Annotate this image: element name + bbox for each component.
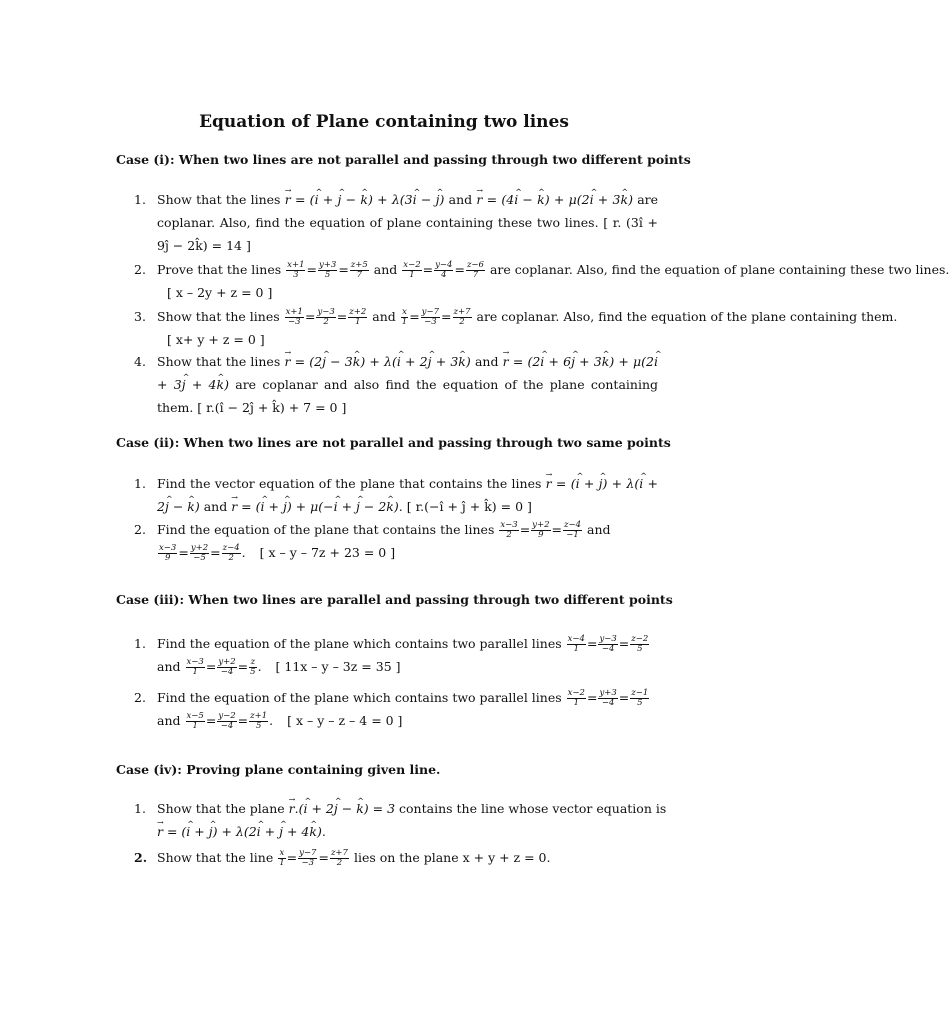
case-heading-2: Case (ii): When two lines are not parallel and passing through two same points	[116, 435, 671, 450]
math-expression: $\frac{x-4}{1}$ = $\frac{y-3}{-4}$ = $\frac{z-2}{5}$	[567, 634, 649, 654]
question-number: 1.	[134, 476, 146, 491]
math-expression: r → = (i ^ + j ^) + μ(−i ^ + j ^ − 2k ^).	[231, 499, 403, 514]
question-3-2	[134, 686, 658, 732]
math-expression: $\frac{x}{1}$ = $\frac{y-7}{-3}$ = $\frac{z+7}{2}$	[401, 307, 471, 327]
answer: [ 11x – y – 3z = 35 ]	[275, 659, 401, 674]
math-expression: $\frac{x-3}{2}$ = $\frac{y+2}{9}$ = $\frac{z-4}{-1}$	[500, 520, 582, 540]
case-heading-4: Case (iv): Proving plane containing given line.	[116, 762, 441, 777]
question-number: 2.	[134, 522, 146, 537]
question-body: Show that the lines r → = (2j ^ − 3k ^) + λ(i ^ + 2j ^ + 3k ^) and r → = (2i ^ + 6j ^ + 3k ^) + μ(2i ^ + 3j ^ + 4k ^) are coplanar and also find the equation of the plane containing them. [ r.(î − 2ĵ + k̂) + 7 = 0 ]	[157, 350, 658, 419]
question-body: Prove that the lines $\frac{x+1}{3}$ = $\frac{y+3}{5}$ = $\frac{z+5}{7}$ and $\frac{x-2}{1}$ = $\frac{y-4}{4}$ = $\frac{z-6}{7}$ are coplanar. Also, find the equation of plane containing these two lines. [ x – 2y + z = 0 ]	[157, 260, 949, 300]
math-expression: r → = (i ^ + j ^ − k ^) + λ(3i ^ − j ^)	[285, 192, 445, 207]
answer: [ x – 2y + z = 0 ]	[167, 285, 273, 300]
answer: [ r.(î − 2ĵ + k̂) + 7 = 0 ]	[197, 400, 347, 415]
question-number: 4.	[134, 354, 146, 369]
answer: [ x+ y + z = 0 ]	[167, 332, 265, 347]
math-expression: $\frac{x-3}{9}$ = $\frac{y+2}{-5}$ = $\frac{z-4}{2}$ .	[159, 543, 246, 563]
question-1-2	[134, 258, 949, 304]
question-4-1	[134, 797, 667, 843]
question-number: 2.	[134, 690, 146, 705]
case-heading-1: Case (i): When two lines are not parallel and passing through two different points	[116, 152, 691, 167]
question-1-3	[134, 305, 898, 351]
math-expression: r → = (4i ^ − k ^) + μ(2i ^ + 3k ^)	[476, 192, 633, 207]
math-expression: r →.(i ^ + 2j ^ − k ^) = 3	[289, 801, 395, 816]
question-number: 1.	[134, 192, 146, 207]
question-1-4	[134, 350, 658, 419]
math-expression: r → = (2i ^ + 6j ^ + 3k ^) + μ(2i ^ + 3j ^ + 4k ^)	[157, 354, 658, 392]
question-body: Find the equation of the plane which contains two parallel lines $\frac{x-2}{1}$ = $\frac{y+3}{-4}$ = $\frac{z-1}{5}$ and $\frac{x-5}{1}$ = $\frac{y-2}{-4}$ = $\frac{z+1}{5}$ . [ x – y – z – 4 = 0 ]	[157, 688, 649, 731]
case-heading-3: Case (iii): When two lines are parallel and passing through two different points	[116, 592, 673, 607]
math-expression: $\frac{x-2}{1}$ = $\frac{y+3}{-4}$ = $\frac{z-1}{5}$	[567, 688, 649, 708]
question-2-2	[134, 518, 658, 564]
question-body: Show that the line $\frac{x}{1}$ = $\frac{y-7}{-3}$ = $\frac{z+7}{2}$ lies on the plane x + y + z = 0.	[157, 848, 551, 868]
question-1-1	[134, 188, 658, 257]
page-title: Equation of Plane containing two lines	[199, 112, 569, 132]
question-body: Find the vector equation of the plane that contains the lines r → = (i ^ + j ^) + λ(i ^ + 2j ^ − k ^) and r → = (i ^ + j ^) + μ(−i ^ + j ^ − 2k ^). [ r.(−î + ĵ + k̂) = 0 ]	[157, 472, 658, 518]
question-2-1	[134, 472, 658, 518]
question-body: Show that the lines $\frac{x+1}{-3}$ = $\frac{y-3}{2}$ = $\frac{z+2}{1}$ and $\frac{x}{1}$ = $\frac{y-7}{-3}$ = $\frac{z+7}{2}$ are coplanar. Also, find the equation of the plane containing them. [ x+ y + z = 0 ]	[157, 307, 898, 347]
math-expression: r → = (i ^ + j ^) + λ(i ^ + 2j ^ − k ^)	[157, 476, 658, 514]
question-4-2	[134, 846, 658, 869]
question-number: 1.	[134, 801, 146, 816]
math-expression: $\frac{x-5}{1}$ = $\frac{y-2}{-4}$ = $\frac{z+1}{5}$ .	[186, 711, 274, 731]
question-number: 2.	[134, 850, 148, 865]
question-3-1	[134, 632, 658, 678]
question-body: Show that the plane r →.(i ^ + 2j ^ − k ^) = 3 contains the line whose vector equation is r → = (i ^ + j ^) + λ(2i ^ + j ^ + 4k ^).	[157, 797, 658, 843]
math-expression: r → = (2j ^ − 3k ^) + λ(i ^ + 2j ^ + 3k ^)	[284, 354, 470, 369]
answer: [ r.(−î + ĵ + k̂) = 0 ]	[406, 499, 532, 514]
answer: [ x – y – z – 4 = 0 ]	[287, 713, 403, 728]
question-number: 2.	[134, 262, 146, 277]
question-body: Find the equation of the plane which contains two parallel lines $\frac{x-4}{1}$ = $\frac{y-3}{-4}$ = $\frac{z-2}{5}$ and $\frac{x-3}{1}$ = $\frac{y+2}{-4}$ = $\frac{z}{5}$ . [ 11x – y – 3z = 35 ]	[157, 634, 649, 677]
math-expression: $\frac{x-3}{1}$ = $\frac{y+2}{-4}$ = $\frac{z}{5}$ .	[186, 657, 262, 677]
math-expression: $\frac{x-2}{1}$ = $\frac{y-4}{4}$ = $\frac{z-6}{7}$	[403, 260, 484, 280]
math-expression: r → = (i ^ + j ^) + λ(2i ^ + j ^ + 4k ^).	[157, 824, 326, 839]
answer: [ x – y – 7z + 23 = 0 ]	[259, 545, 396, 560]
math-expression: $\frac{x}{1}$ = $\frac{y-7}{-3}$ = $\frac{z+7}{2}$	[279, 848, 348, 868]
question-body: Show that the lines r → = (i ^ + j ^ − k ^) + λ(3i ^ − j ^) and r → = (4i ^ − k ^) + μ(2i ^ + 3k ^) are coplanar. Also, find the equation of plane containing these two lines. [ r. (3î + 9ĵ − 2k̂) = 14 ]	[157, 188, 658, 257]
question-number: 1.	[134, 636, 146, 651]
question-body: Find the equation of the plane that contains the lines $\frac{x-3}{2}$ = $\frac{y+2}{9}$ = $\frac{z-4}{-1}$ and $\frac{x-3}{9}$ = $\frac{y+2}{-5}$ = $\frac{z-4}{2}$ . [ x – y – 7z + 23 = 0 ]	[157, 520, 611, 563]
math-expression: $\frac{x+1}{3}$ = $\frac{y+3}{5}$ = $\frac{z+5}{7}$	[287, 260, 368, 280]
question-number: 3.	[134, 309, 146, 324]
answer: [ r. (3î + 9ĵ − 2k̂) = 14 ]	[157, 215, 658, 253]
math-expression: $\frac{x+1}{-3}$ = $\frac{y-3}{2}$ = $\frac{z+2}{1}$	[285, 307, 367, 327]
